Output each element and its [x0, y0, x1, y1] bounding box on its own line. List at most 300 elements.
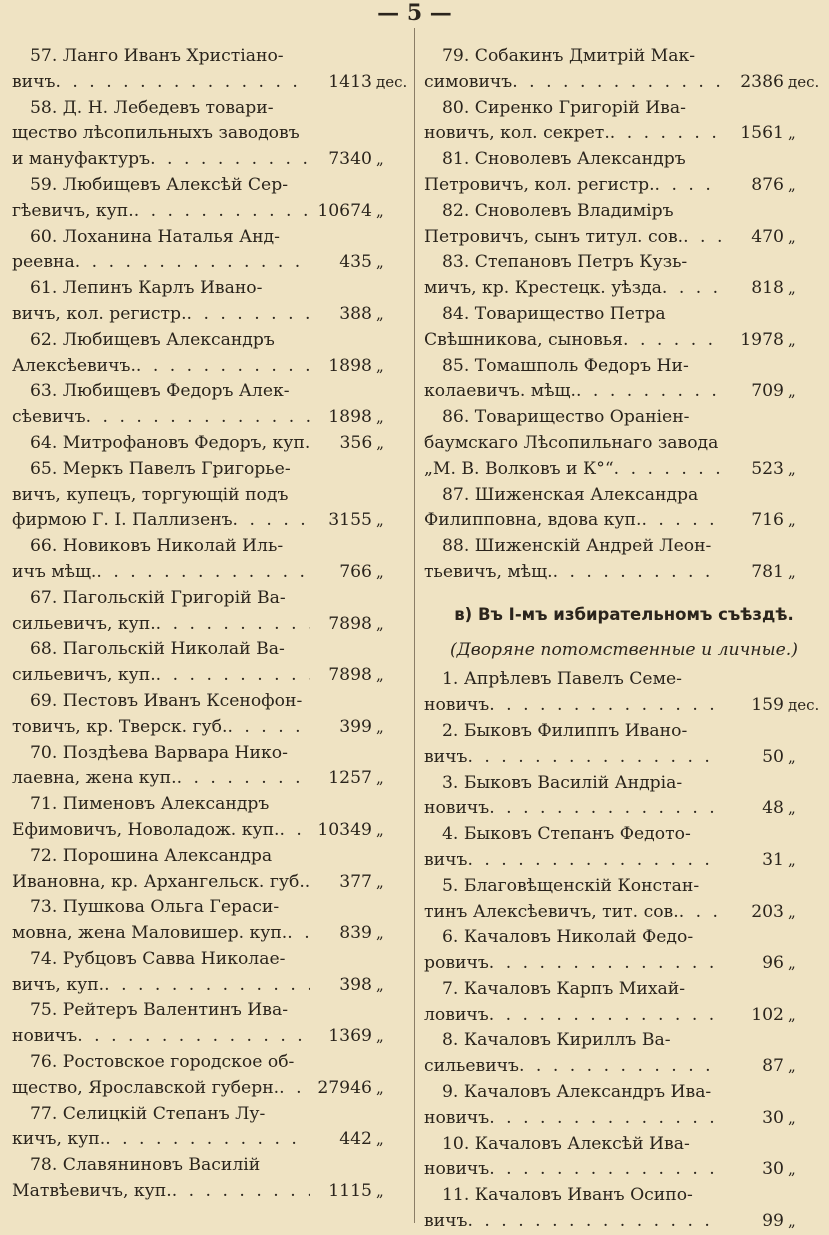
entry-first-line: 87. Шиженская Александра	[442, 484, 699, 505]
dot-leader	[96, 560, 310, 586]
entry-first-line: 75. Рейтеръ Валентинъ Ива-	[30, 1000, 289, 1021]
list-item	[12, 637, 412, 689]
list-item	[424, 199, 824, 251]
dot-leader	[287, 921, 310, 947]
entry-value: 766	[339, 561, 372, 582]
entry-name-tail: Ивановна, кр. Архангельск. губ.	[12, 871, 305, 892]
dot-leader	[519, 1054, 722, 1080]
list-item	[424, 719, 824, 771]
entry-name-tail: вичъ, куп.	[12, 974, 105, 995]
entry-value: 7898	[328, 665, 372, 686]
list-item	[424, 354, 824, 406]
list-item	[424, 96, 824, 148]
entry-value-line	[12, 1179, 412, 1205]
entry-unit: „	[376, 872, 384, 891]
entry-value: 399	[339, 716, 372, 737]
entry-first-line: 11. Качаловъ Иванъ Осипо-	[442, 1185, 693, 1206]
entry-value-line	[12, 405, 412, 431]
dot-leader	[134, 199, 310, 225]
entry-unit: „	[788, 330, 796, 349]
dot-leader	[623, 328, 722, 354]
entry-unit: „	[376, 253, 384, 272]
list-item	[424, 925, 824, 977]
entry-value: 356	[339, 432, 373, 453]
list-item	[424, 822, 824, 874]
entry-name-tail: новичъ	[424, 798, 490, 819]
entry-value-line	[424, 328, 824, 354]
entry-unit: „	[788, 175, 796, 194]
section-subtitle: (Дворяне потомственные и личные.)	[450, 639, 798, 660]
entry-unit: дес.	[376, 72, 408, 91]
dot-leader	[55, 70, 310, 96]
entry-first-line: 78. Славяниновъ Василiй	[30, 1155, 261, 1176]
entry-value: 470	[751, 226, 784, 247]
entry-first-line: 1. Апрѣлевъ Павелъ Семе-	[442, 669, 682, 690]
entry-name-tail: мовна, жена Маловишер. куп.	[12, 923, 288, 944]
entry-value: 377	[339, 871, 372, 892]
entry-name-tail: тинъ Алексѣевичъ, тит. сов.	[424, 901, 679, 922]
entry-unit: „	[376, 201, 384, 220]
dot-leader	[614, 457, 722, 483]
entry-first-line: 8. Качаловъ Кириллъ Ва-	[442, 1030, 671, 1051]
dot-leader	[233, 508, 310, 534]
dot-leader	[489, 1157, 722, 1183]
entry-value: 27946	[317, 1077, 372, 1098]
entry-value-line	[424, 379, 824, 405]
list-item	[424, 1028, 824, 1080]
entry-first-line: 2. Быковъ Филиппъ Ивано-	[442, 720, 688, 741]
entry-unit: „	[376, 666, 384, 685]
dot-leader	[77, 1024, 310, 1050]
entry-first-line: 80. Сиренко Григорiй Ива-	[442, 97, 686, 118]
entry-value: 203	[751, 901, 784, 922]
list-item	[12, 998, 412, 1050]
dot-leader	[75, 250, 310, 276]
entry-value-line	[424, 1003, 824, 1029]
dot-leader	[662, 276, 722, 302]
entry-unit: „	[788, 227, 796, 246]
list-item	[12, 173, 412, 225]
entry-value-line	[424, 1209, 824, 1235]
entry-value: 435	[339, 252, 372, 273]
section-entry-list	[424, 667, 824, 1235]
entry-value-line	[12, 921, 412, 947]
dot-leader	[489, 951, 722, 977]
entry-value-line	[12, 1127, 412, 1153]
entry-unit: дес.	[788, 696, 820, 715]
list-item	[12, 534, 412, 586]
dot-leader	[683, 225, 722, 251]
entry-first-line: 5. Благовѣщенскiй Констан-	[442, 875, 700, 896]
dot-leader	[489, 796, 722, 822]
list-item	[12, 947, 412, 999]
entry-unit: „	[788, 799, 796, 818]
dot-leader	[150, 147, 310, 173]
entry-unit: „	[376, 1130, 384, 1149]
entry-first-line: 61. Лепинъ Карлъ Ивано-	[30, 278, 263, 299]
entry-name-tail: щество, Ярославской губерн.	[12, 1077, 280, 1098]
list-item	[12, 1102, 412, 1154]
entry-value: 1898	[328, 407, 372, 428]
entry-value-line	[12, 199, 412, 225]
entry-value-line	[424, 848, 824, 874]
entry-value-line	[424, 457, 824, 483]
entry-value-line	[12, 250, 412, 276]
entry-first-line: 69. Пестовъ Иванъ Ксенофон-	[30, 690, 303, 711]
entry-first-line: 58. Д. Н. Лебедевъ товари-	[30, 97, 274, 118]
entry-name-tail: реевна	[12, 252, 75, 273]
list-item	[424, 874, 824, 926]
entry-value: 10674	[317, 200, 372, 221]
entry-value: 442	[339, 1129, 372, 1150]
dot-leader	[489, 1106, 722, 1132]
entry-name-tail: гѣевичъ, куп.	[12, 200, 134, 221]
entry-first-line: 77. Селицкiй Степанъ Лу-	[30, 1103, 266, 1124]
entry-name-tail: Матвѣевичъ, куп.	[12, 1181, 172, 1202]
entry-value-line	[424, 745, 824, 771]
entry-value-line	[424, 1157, 824, 1183]
entry-value: 102	[751, 1004, 784, 1025]
dot-leader	[86, 405, 310, 431]
entry-unit: „	[788, 1057, 796, 1076]
entry-value: 839	[339, 923, 372, 944]
entry-value: 781	[751, 561, 784, 582]
entry-value: 1898	[328, 355, 372, 376]
page-number: — 5 —	[377, 0, 452, 26]
entry-unit: „	[788, 124, 796, 143]
list-item	[12, 844, 412, 896]
entry-value-line	[12, 612, 412, 638]
entry-first-line: 6. Качаловъ Николай Федо-	[442, 927, 694, 948]
entry-middle-line: щество лѣсопильныхъ заводовъ	[12, 123, 300, 144]
entry-name-tail: 64. Митрофановъ Федоръ, куп.	[30, 432, 311, 453]
entry-first-line: 84. Товарищество Петра	[442, 303, 666, 324]
list-item	[424, 302, 824, 354]
dot-leader	[679, 900, 722, 926]
entry-value: 818	[751, 278, 784, 299]
dot-leader	[489, 693, 722, 719]
entry-value-line	[424, 276, 824, 302]
entry-value: 2386	[740, 71, 784, 92]
entry-first-line: 73. Пушкова Ольга Гераси-	[30, 897, 280, 918]
entry-name-tail: Петровичъ, кол. регистр.	[424, 174, 655, 195]
entry-first-line: 79. Собакинъ Дмитрiй Мак-	[442, 46, 696, 66]
right-entry-list	[424, 44, 824, 586]
entry-value: 7340	[328, 149, 372, 170]
entry-name-tail: Алексѣевичъ.	[12, 355, 136, 376]
entry-value: 1978	[740, 329, 784, 350]
entry-first-line: 86. Товарищество Оранiен-	[442, 407, 690, 428]
entry-unit: „	[376, 356, 384, 375]
left-column	[12, 44, 412, 1225]
entry-name-tail: и мануфактуръ	[12, 149, 151, 170]
entry-unit: „	[376, 150, 384, 169]
entry-value-line	[424, 173, 824, 199]
entry-value: 709	[751, 381, 784, 402]
entry-name-tail: новичъ	[424, 1107, 490, 1128]
dot-leader	[467, 745, 722, 771]
entry-name-tail: мичъ, кр. Крестецк. уѣзда	[424, 278, 662, 299]
entry-name-tail: новичъ	[12, 1026, 78, 1047]
list-item	[424, 534, 824, 586]
entry-name-tail: симовичъ	[424, 71, 513, 92]
entry-name-tail: Филипповна, вдова куп.	[424, 510, 642, 531]
list-item	[424, 1080, 824, 1132]
entry-value: 7898	[328, 613, 372, 634]
entry-value: 1115	[328, 1181, 372, 1202]
dot-leader	[655, 173, 722, 199]
entry-value: 50	[762, 746, 784, 767]
entry-name-tail: Ефимовичъ, Новоладож. куп.	[12, 819, 280, 840]
entry-value-line	[424, 508, 824, 534]
entry-unit: „	[788, 902, 796, 921]
list-item	[424, 147, 824, 199]
entry-unit: „	[788, 562, 796, 581]
entry-unit: „	[376, 614, 384, 633]
entry-middle-line: баумскаго Лѣсопильнаго завода	[424, 432, 719, 453]
entry-name-tail: „М. В. Волковъ и К°“	[424, 458, 614, 479]
entry-unit: „	[376, 924, 384, 943]
entry-value-line	[12, 715, 412, 741]
entry-first-line: 71. Пименовъ Александръ	[30, 794, 270, 815]
entry-name-tail: товичъ, кр. Тверск. губ.	[12, 716, 228, 737]
entry-first-line: 70. Поздѣева Варвара Нико-	[30, 742, 288, 763]
list-item	[12, 1153, 412, 1205]
entry-first-line: 68. Пагольскiй Николай Ва-	[30, 639, 285, 660]
dot-leader	[280, 818, 311, 844]
entry-first-line: 63. Любищевъ Федоръ Алек-	[30, 381, 290, 402]
entry-unit: „	[788, 279, 796, 298]
entry-value: 716	[751, 510, 784, 531]
entry-name-tail: ловичъ	[424, 1004, 489, 1025]
entry-name-tail: новичъ	[424, 695, 490, 716]
entry-first-line: 3. Быковъ Василiй Андрiа-	[442, 772, 683, 793]
entry-unit: „	[376, 511, 384, 530]
entry-value-line	[424, 70, 824, 96]
dot-leader	[576, 379, 722, 405]
entry-unit: „	[788, 850, 796, 869]
entry-value: 1413	[328, 71, 372, 92]
list-item	[12, 431, 412, 457]
list-item	[424, 405, 824, 482]
list-item	[12, 328, 412, 380]
dot-leader	[227, 715, 310, 741]
entry-first-line: 7. Качаловъ Карпъ Михай-	[442, 978, 686, 999]
list-item	[424, 771, 824, 823]
entry-value: 30	[762, 1159, 784, 1180]
entry-name-tail: вичъ	[424, 1211, 468, 1232]
dot-leader	[177, 766, 310, 792]
entry-value: 48	[762, 798, 784, 819]
list-item	[12, 895, 412, 947]
list-item	[424, 1183, 824, 1235]
list-item	[424, 44, 824, 96]
entry-name-tail: Петровичъ, сынъ титул. сов.	[424, 226, 684, 247]
entry-value-line	[424, 1054, 824, 1080]
entry-unit: „	[376, 820, 384, 839]
entry-value-line	[424, 951, 824, 977]
entry-value-line	[12, 508, 412, 534]
list-item	[12, 586, 412, 638]
entry-first-line: 57. Ланго Иванъ Христiано-	[30, 46, 284, 66]
entry-name-tail: сильевичъ, куп.	[12, 665, 156, 686]
list-item	[12, 792, 412, 844]
entry-unit: „	[788, 459, 796, 478]
entry-value: 876	[751, 174, 784, 195]
entry-name-tail: фирмою Г. I. Паллизенъ	[12, 510, 233, 531]
entry-value-line	[12, 766, 412, 792]
entry-unit: „	[376, 717, 384, 736]
entry-unit: „	[376, 433, 385, 452]
entry-name-tail: новичъ, кол. секрет.	[424, 123, 610, 144]
entry-unit: „	[788, 382, 796, 401]
dot-leader	[279, 1076, 310, 1102]
section-title: в) Въ I-мъ избирательномъ съѣздѣ.	[454, 604, 794, 624]
entry-value: 31	[762, 849, 784, 870]
entry-unit: „	[788, 1212, 796, 1231]
entry-value-line	[12, 70, 412, 96]
entry-name-tail: сильевичъ	[424, 1056, 519, 1077]
entry-first-line: 67. Пагольскiй Григорiй Ва-	[30, 587, 286, 608]
entry-name-tail: вичъ, кол. регистр.	[12, 303, 187, 324]
right-column	[424, 44, 824, 1232]
entry-value: 99	[762, 1211, 784, 1232]
entry-unit: „	[788, 954, 796, 973]
dot-leader	[467, 1209, 722, 1235]
entry-value: 30	[762, 1107, 784, 1128]
entry-middle-line: вичъ, купецъ, торгующiй подъ	[12, 484, 289, 505]
entry-value-line	[12, 560, 412, 586]
dot-leader	[136, 354, 310, 380]
list-item	[12, 96, 412, 173]
entry-name-tail: сѣевичъ	[12, 407, 86, 428]
entry-name-tail: тьевичъ, мѣщ.	[424, 561, 553, 582]
entry-first-line: 74. Рубцовъ Савва Николае-	[30, 948, 286, 969]
entry-first-line: 82. Сноволевъ Владимiръ	[442, 200, 674, 221]
dot-leader	[641, 508, 722, 534]
entry-value: 1257	[328, 768, 372, 789]
entry-first-line: 83. Степановъ Петръ Кузь-	[442, 252, 688, 273]
entry-value: 398	[339, 974, 372, 995]
list-item	[424, 250, 824, 302]
entry-first-line: 76. Ростовское городское об-	[30, 1052, 295, 1073]
dot-leader	[156, 663, 310, 689]
list-item	[424, 667, 824, 719]
entry-value-line	[424, 900, 824, 926]
entry-value-line	[424, 1106, 824, 1132]
entry-value-line	[12, 1076, 412, 1102]
entry-value: 1561	[740, 123, 784, 144]
dot-leader	[512, 70, 722, 96]
entry-name-tail: ичъ мѣщ.	[12, 561, 97, 582]
list-item	[424, 977, 824, 1029]
entry-value-line	[424, 693, 824, 719]
entry-name-tail: ровичъ	[424, 953, 489, 974]
entry-value: 3155	[328, 510, 372, 531]
dot-leader	[156, 612, 310, 638]
entry-first-line: 4. Быковъ Степанъ Федото-	[442, 824, 691, 845]
entry-first-line: 85. Томашполь Федоръ Ни-	[442, 355, 689, 376]
entry-unit: „	[376, 1027, 384, 1046]
list-item	[12, 225, 412, 277]
entry-value-line	[12, 354, 412, 380]
list-item	[12, 457, 412, 534]
entry-value-line	[12, 147, 412, 173]
entry-name-tail: новичъ	[424, 1159, 490, 1180]
list-item	[12, 276, 412, 328]
entry-first-line: 88. Шиженскiй Андрей Леон-	[442, 536, 712, 557]
entry-value-line	[12, 663, 412, 689]
entry-value: 10349	[317, 819, 372, 840]
entry-value-line	[12, 302, 412, 328]
entry-name-tail: вичъ	[12, 71, 56, 92]
entry-first-line: 72. Порошина Александра	[30, 845, 273, 866]
entry-first-line: 59. Любищевъ Алексѣй Сер-	[30, 174, 289, 195]
entry-first-line: 81. Сноволевъ Александръ	[442, 149, 686, 170]
entry-unit: „	[788, 1005, 796, 1024]
entry-value: 523	[751, 458, 784, 479]
entry-value-line	[12, 818, 412, 844]
entry-first-line: 65. Меркъ Павелъ Григорье-	[30, 458, 291, 479]
entry-value: 87	[762, 1056, 784, 1077]
entry-first-line: 9. Качаловъ Александръ Ива-	[442, 1082, 712, 1103]
entry-unit: „	[376, 975, 384, 994]
dot-leader	[105, 1127, 310, 1153]
dot-leader	[172, 1179, 310, 1205]
entry-name-tail: лаевна, жена куп.	[12, 768, 177, 789]
entry-value-line	[424, 796, 824, 822]
entry-value: 388	[339, 303, 372, 324]
dot-leader	[610, 121, 722, 147]
entry-unit: „	[788, 1160, 796, 1179]
entry-value-line	[424, 225, 824, 251]
entry-name-tail: кичъ, куп.	[12, 1129, 106, 1150]
entry-value-line	[12, 973, 412, 999]
dot-leader	[467, 848, 722, 874]
entry-unit: „	[376, 1182, 384, 1201]
dot-leader	[489, 1003, 722, 1029]
entry-name-tail: Свѣшникова, сыновья	[424, 329, 624, 350]
entry-value-line	[12, 1024, 412, 1050]
entry-name-tail: колаевичъ. мѣщ.	[424, 381, 576, 402]
dot-leader	[104, 973, 310, 999]
entry-value-line	[424, 560, 824, 586]
entry-name-tail: вичъ	[424, 849, 468, 870]
entry-unit: „	[376, 769, 384, 788]
entry-value-line	[424, 121, 824, 147]
entry-unit: „	[376, 562, 384, 581]
entry-first-line: 66. Новиковъ Николай Иль-	[30, 536, 284, 557]
entry-name-tail: сильевичъ, куп.	[12, 613, 156, 634]
entry-unit: „	[788, 511, 796, 530]
dot-leader	[553, 560, 722, 586]
entry-unit: „	[788, 1108, 796, 1127]
entry-value-line	[12, 431, 412, 457]
entry-unit: „	[376, 408, 384, 427]
entry-name-tail: вичъ	[424, 746, 468, 767]
list-item	[12, 689, 412, 741]
entry-first-line: 10. Качаловъ Алексѣй Ива-	[442, 1133, 690, 1154]
entry-value: 159	[751, 695, 784, 716]
list-item	[12, 1050, 412, 1102]
dot-leader	[187, 302, 310, 328]
entry-value-line	[12, 870, 412, 896]
list-item	[424, 1132, 824, 1184]
entry-unit: „	[376, 304, 384, 323]
entry-first-line: 62. Любищевъ Александръ	[30, 329, 275, 350]
list-item	[12, 741, 412, 793]
entry-first-line: 60. Лоханина Наталья Анд-	[30, 226, 280, 247]
